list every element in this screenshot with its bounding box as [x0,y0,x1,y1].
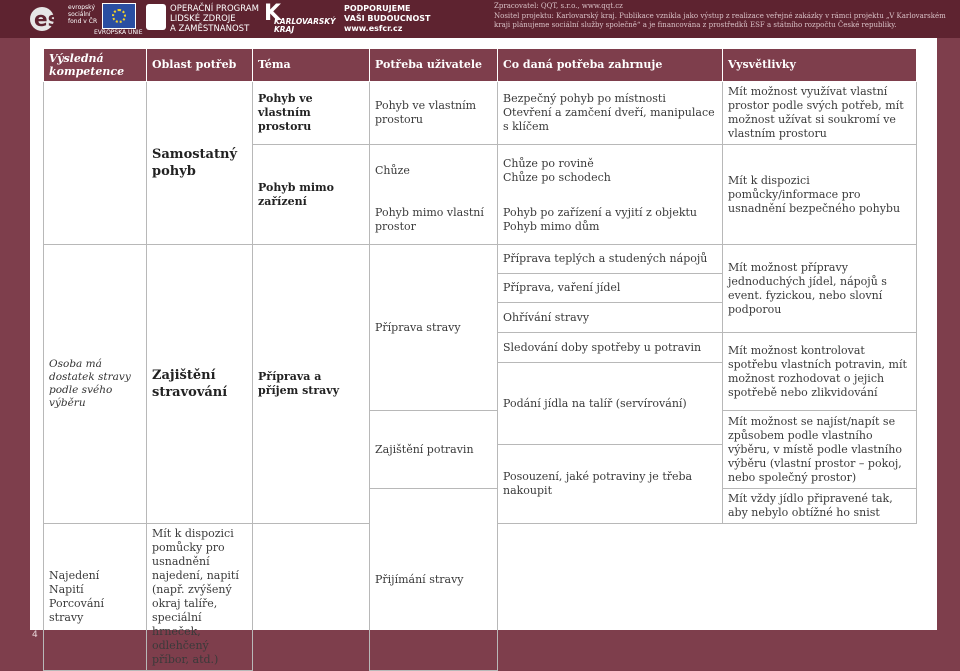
zahrnuje-cell: Posouzení, jaké potraviny je třeba nakoupit [498,445,723,524]
header-bar [0,0,960,38]
potreba-cell: Příprava stravy [370,245,498,411]
project-credits: Zpracovatel: QQT, s.r.o., www.qqt.cz Nositel projektu: Karlovarský kraj. Publikace vznikla jako výstup z realizace veřejné zakázky v rámci projektu „V Karlovarském kraji plánujeme sociální služby společně“ a je financována z prostředků ESF a státního rozpočtu České republiky. [494,2,946,29]
eu-label: EVROPSKÁ UNIE [94,29,143,36]
tema-cell: Pohyb mimo zařízení [253,145,370,245]
eu-flag-icon [102,3,136,29]
potreba-cell: Chůze [370,145,498,197]
zahrnuje-cell: Chůze po rovině Chůze po schodech [498,145,723,197]
document-page [30,38,937,666]
oblast-cell: Samostatný pohyb [147,82,253,245]
vysvetlivka-cell: Mít vždy jídlo připravené tak, aby nebylo obtížné ho snist [723,489,917,524]
table-row [44,245,917,274]
header-cell: Téma [253,49,370,82]
karlovarsky-kraj-logo: K KARLOVARSKÝ KRAJ [264,1,336,34]
zahrnuje-cell: Podání jídla na talíř (servírování) [498,363,723,445]
op-title: OPERAČNÍ PROGRAM LIDSKÉ ZDROJE A ZAMĚSTNANOST [170,4,259,34]
zahrnuje-cell: Příprava, vaření jídel [498,274,723,303]
header-cell: Oblast potřeb [147,49,253,82]
header-cell: Potřeba uživatele [370,49,498,82]
header-cell: Vysvětlivky [723,49,917,82]
header-cell: Co daná potřeba zahrnuje [498,49,723,82]
zahrnuje-cell: Příprava teplých a studených nápojů [498,245,723,274]
kompetence-cell: Osoba má dostatek stravy podle svého výběru [44,245,147,524]
podporujeme-slogan: PODPORUJEME VAŠI BUDOUCNOST www.esfcr.cz [344,4,431,33]
zahrnuje-cell: Ohřívání stravy [498,303,723,333]
vysvetlivka-cell: Mít k dispozici pomůcky pro usnadnění najedení, napití (např. zvýšený okraj talíře, speciální hrneček, odlehčený příbor, atd.) [147,524,253,671]
oblast-cell: Zajištění stravování [147,245,253,524]
potreba-cell: Pohyb ve vlastním prostoru [370,82,498,145]
table-row [44,82,917,145]
vysvetlivka-cell: Mít možnost kontrolovat spotřebu vlastních potravin, mít možnost rozhodovat o jejich spotřebě nebo zlikvidování [723,333,917,411]
vysvetlivka-cell: Mít k dispozici pomůcky/informace pro usnadnění bezpečného pohybu [723,145,917,245]
vysvetlivka-cell: Mít možnost přípravy jednoduchých jídel, nápojů s event. fyzickou, nebo slovní podporou [723,245,917,333]
competence-table [43,48,917,671]
potreba-cell: Pohyb mimo vlastní prostor [370,197,498,245]
op-logo-icon [146,4,166,30]
table-header-row [44,49,917,82]
kompetence-cell-empty [44,82,147,245]
potreba-cell: Zajištění potravin [370,411,498,489]
potreba-cell: Přijímání stravy [370,489,498,671]
tema-cell: Pohyb ve vlastním prostoru [253,82,370,145]
zahrnuje-cell: Najedení Napití Porcování stravy [44,524,147,671]
esf-logo: esf [30,4,70,34]
page-number: 4 [32,630,38,640]
tema-cell: Příprava a příjem stravy [253,245,370,524]
vysvetlivka-cell: Mít možnost se najíst/napít se způsobem podle vlastního výběru, v místě podle vlastního výběru (vlastní prostor – pokoj, nebo společný prostor) [723,411,917,489]
header-cell: Výsledná kompetence [44,49,147,82]
zahrnuje-cell: Sledování doby spotřeby u potravin [498,333,723,363]
zahrnuje-cell: Pohyb po zařízení a vyjití z objektu Pohyb mimo dům [498,197,723,245]
vysvetlivka-cell: Mít možnost využívat vlastní prostor podle svých potřeb, mít možnost užívat si soukromí ve vlastním prostoru [723,82,917,145]
esf-caption: evropský sociální fond v ČR [68,4,98,25]
zahrnuje-cell: Bezpečný pohyb po místnosti Otevření a zamčení dveří, manipulace s klíčem [498,82,723,145]
